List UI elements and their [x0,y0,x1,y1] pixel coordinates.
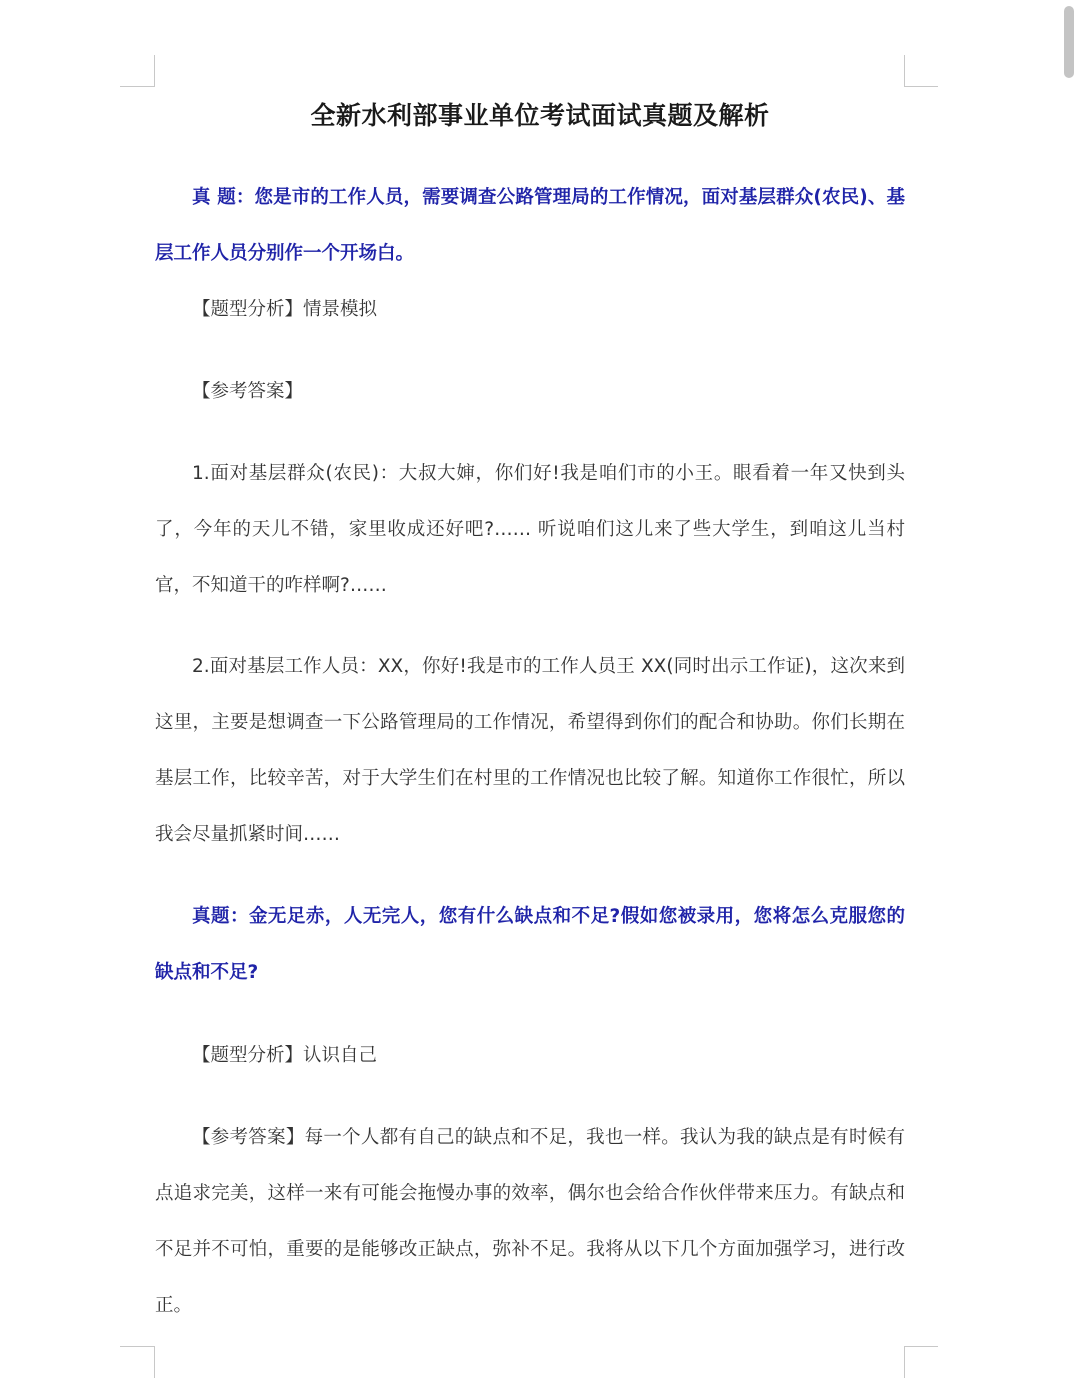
question-1-answer-2: 2.面对基层工作人员：XX，你好!我是市的工作人员王 XX(同时出示工作证)，这次来到这里，主要是想调查一下公路管理局的工作情况，希望得到你们的配合和协助。你们长期在基层工作，比较辛苦，对于大学生们在村里的工作情况也比较了解。知道你工作很忙，所以我会尽量抓紧时间…… [155,656,905,845]
question-1-analysis: 【题型分析】情景模拟 [192,299,378,320]
crop-mark-bottom-left-v [154,1346,155,1378]
question-2: 真题：金无足赤，人无完人，您有什么缺点和不足?假如您被录用，您将怎么克服您的缺点和不足? [155,906,905,983]
vertical-scrollbar[interactable] [1052,0,1080,1387]
question-2-analysis: 【题型分析】认识自己 [192,1045,378,1066]
scrollbar-thumb[interactable] [1064,6,1074,78]
question-1-answer-1: 1.面对基层群众(农民)：大叔大婶，你们好!我是咱们市的小王。眼看着一年又快到头了，今年的天儿不错，家里收成还好吧?…… 听说咱们这儿来了些大学生，到咱这儿当村官，不知道干的咋样啊?…… [155,463,905,596]
crop-mark-bottom-right-h [904,1346,938,1347]
crop-mark-top-right-h [904,86,938,87]
crop-mark-top-left-v [154,55,155,87]
crop-mark-bottom-right-v [904,1346,905,1378]
question-1-answer-label: 【参考答案】 [192,381,304,402]
question-1: 真 题：您是市的工作人员，需要调查公路管理局的工作情况，面对基层群众(农民)、基层工作人员分别作一个开场白。 [155,187,905,264]
question-2-answer: 【参考答案】每一个人都有自己的缺点和不足，我也一样。我认为我的缺点是有时候有点追求完美，这样一来有可能会拖慢办事的效率，偶尔也会给合作伙伴带来压力。有缺点和不足并不可怕，重要的是能够改正缺点，弥补不足。我将从以下几个方面加强学习，进行改正。 [155,1127,905,1316]
crop-mark-bottom-left-h [120,1346,154,1347]
crop-mark-top-right-v [904,55,905,87]
document-title: 全新水利部事业单位考试面试真题及解析 [310,101,770,130]
crop-mark-top-left-h [120,86,154,87]
